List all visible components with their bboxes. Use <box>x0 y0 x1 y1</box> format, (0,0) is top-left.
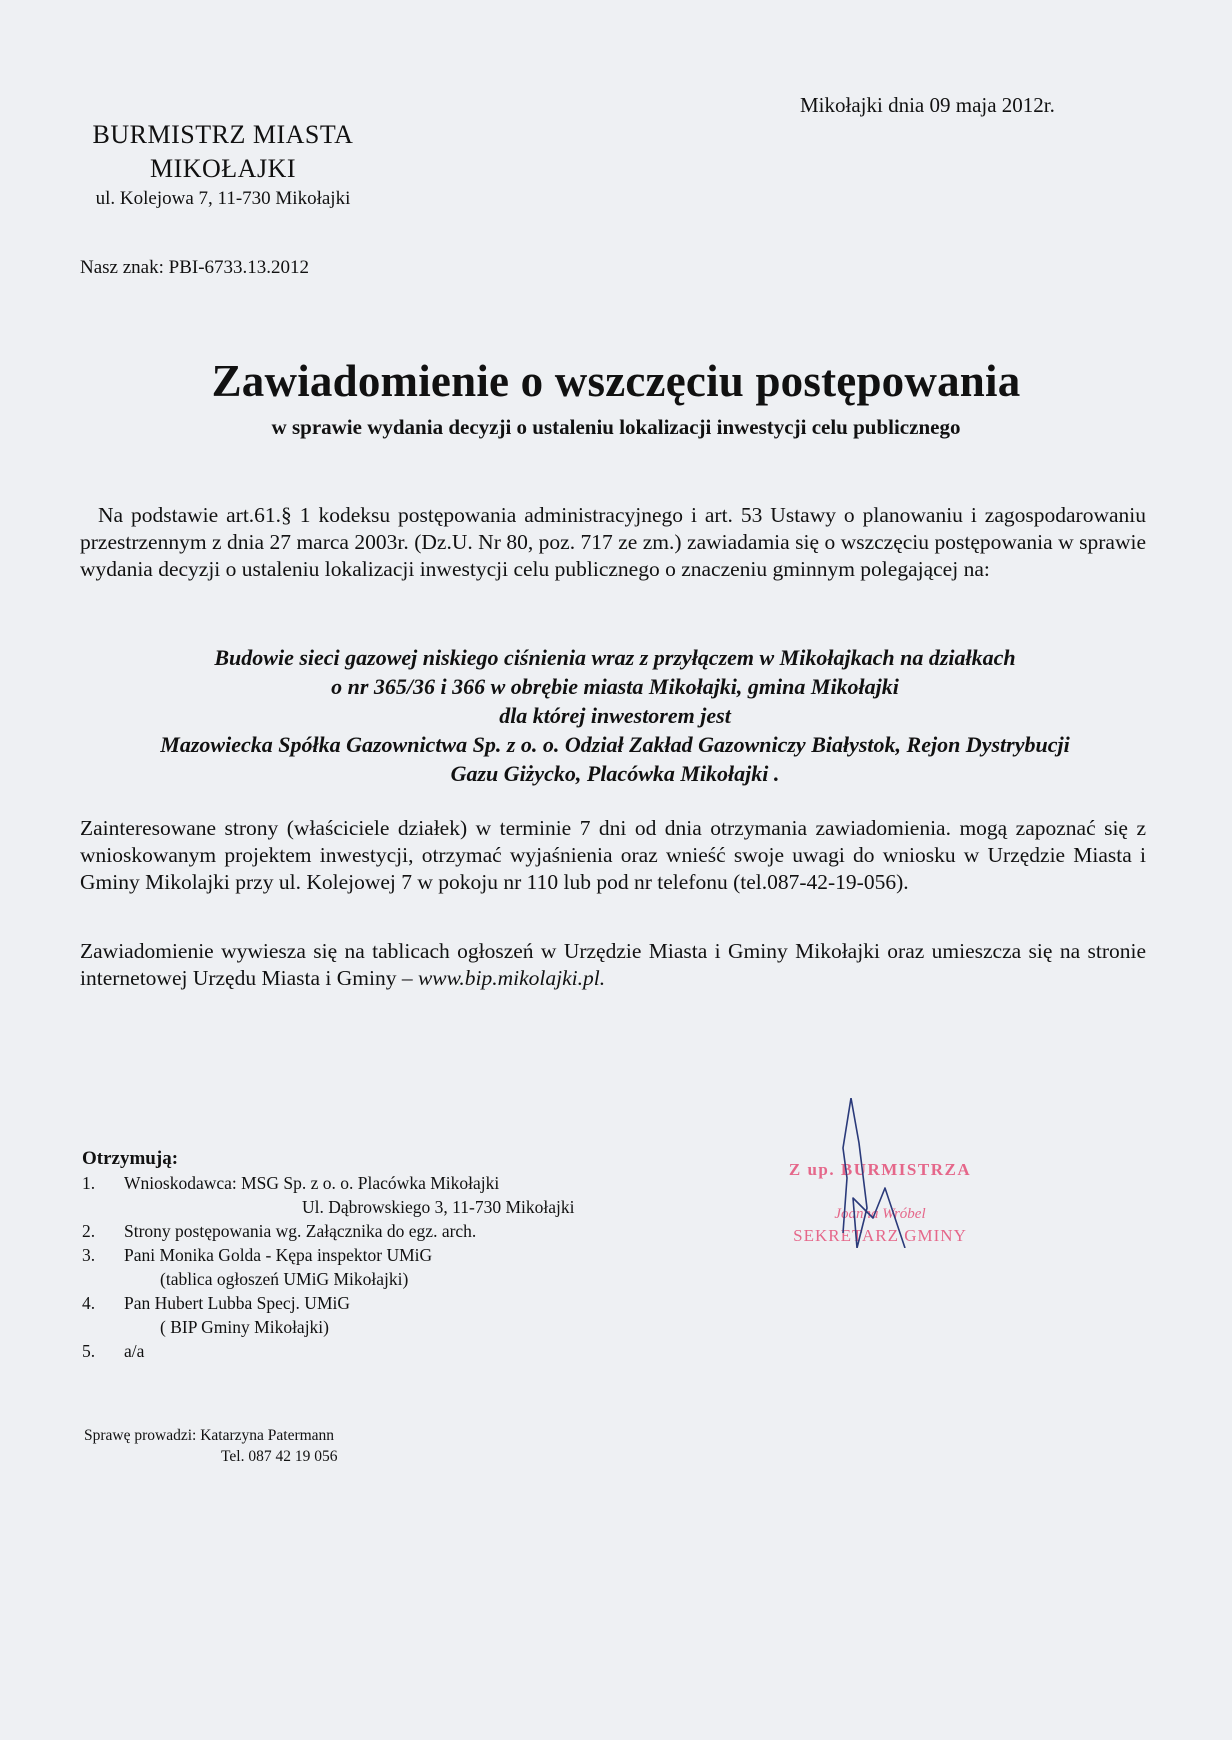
list-item <box>82 1219 575 1243</box>
stamp-name: Joanna Wróbel <box>834 1206 926 1222</box>
document-subtitle: w sprawie wydania decyzji o ustaleniu lokalizacji inwestycji celu publicznego <box>271 415 961 439</box>
list-item-text: Wnioskodawca: MSG Sp. z o. o. Placówka Mikołajki <box>124 1173 500 1193</box>
case-handler: Sprawę prowadzi: Katarzyna Patermann <box>84 1427 335 1444</box>
date-line: Mikołajki dnia 09 maja 2012r. <box>800 93 1055 117</box>
list-item-continuation: Ul. Dąbrowskiego 3, 11-730 Mikołajki <box>302 1197 575 1217</box>
stamp-position: SEKRETARZ GMINY <box>793 1226 967 1245</box>
list-item <box>82 1291 575 1315</box>
list-item <box>82 1171 575 1195</box>
list-item-text: Pani Monika Golda - Kępa inspektor UMiG <box>124 1245 433 1265</box>
reference-number: Nasz znak: PBI-6733.13.2012 <box>80 257 310 278</box>
contact-phone: Tel. 087 42 19 056 <box>221 1448 338 1465</box>
publication-text: Zawiadomienie wywiesza się na tablicach ogłoszeń w Urzędzie Miasta i Gminy Mikołajki oraz umieszcza się na stronie internetowej Urzędu Miasta i Gminy – <box>80 939 1146 990</box>
list-item-number: 3. <box>82 1245 96 1265</box>
list-item <box>82 1243 575 1267</box>
list-item-text: a/a <box>124 1341 145 1361</box>
paragraph-legal-basis: Na podstawie art.61.§ 1 kodeksu postępowania administracyjnego i art. 53 Ustawy o planowaniu i zagospodarowaniu przestrzennym z dnia 27 marca 2003r. (Dz.U. Nr 80, poz. 717 ze zm.) zawiadamia się o wszczęciu postępowania w sprawie wydania decyzji o ustaleniu lokalizacji inwestycji celu publicznego o znaczeniu gminnym polegającej na: <box>80 503 1146 581</box>
list-item-continuation: ( BIP Gminy Mikołajki) <box>160 1317 330 1337</box>
investment-line-3: dla której inwestorem jest <box>499 703 731 728</box>
recipients-list <box>82 1147 575 1363</box>
list-item <box>82 1339 575 1363</box>
list-item-text: Strony postępowania wg. Załącznika do egz. arch. <box>124 1221 477 1241</box>
investment-line-5: Gazu Giżycko, Placówka Mikołajki . <box>450 761 780 786</box>
investment-line-2: o nr 365/36 i 366 w obrębie miasta Mikołajki, gmina Mikołajki <box>331 674 899 699</box>
stamp-authority: Z up. BURMISTRZA <box>788 1160 972 1179</box>
paragraph-interested-parties: Zainteresowane strony (właściciele działek) w terminie 7 dni od dnia otrzymania zawiadomienia. mogą zapoznać się z wnioskowanym projektem inwestycji, otrzymać wyjaśnienia oraz wnieść swoje uwagi do wniosku w Urzędzie Miasta i Gminy Mikolajki przy ul. Kolejowej 7 w pokoju nr 110 lub pod nr telefonu (tel.087-42-19-056). <box>80 816 1146 894</box>
sender-city: MIKOŁAJKI <box>149 154 297 183</box>
list-item-number: 4. <box>82 1293 96 1313</box>
footer-contact <box>84 1425 337 1467</box>
sender-block <box>78 118 368 212</box>
list-item-number: 5. <box>82 1341 96 1361</box>
list-item-text: Pan Hubert Lubba Specj. UMiG <box>124 1293 351 1313</box>
recipients-heading: Otrzymują: <box>82 1148 179 1169</box>
sender-address: ul. Kolejowa 7, 11-730 Mikołajki <box>95 188 351 209</box>
investment-line-4: Mazowiecka Spółka Gazownictwa Sp. z o. o. Odział Zakład Gazowniczy Białystok, Rejon Dystrybucji <box>160 732 1070 757</box>
list-item-continuation: (tablica ogłoszeń UMiG Mikołajki) <box>160 1269 409 1289</box>
handwritten-signature <box>755 1098 1005 1248</box>
document-title: Zawiadomienie o wszczęciu postępowania <box>211 356 1021 406</box>
official-stamp <box>755 1108 1005 1248</box>
list-item-number: 2. <box>82 1221 96 1241</box>
sender-title: BURMISTRZ MIASTA <box>92 120 354 149</box>
paragraph-publication <box>80 938 1146 992</box>
investment-line-1: Budowie sieci gazowej niskiego ciśnienia wraz z przyłączem w Mikołajkach na działkach <box>214 645 1016 670</box>
list-item-number: 1. <box>82 1173 96 1193</box>
bip-link[interactable]: www.bip.mikolajki.pl. <box>417 966 606 990</box>
